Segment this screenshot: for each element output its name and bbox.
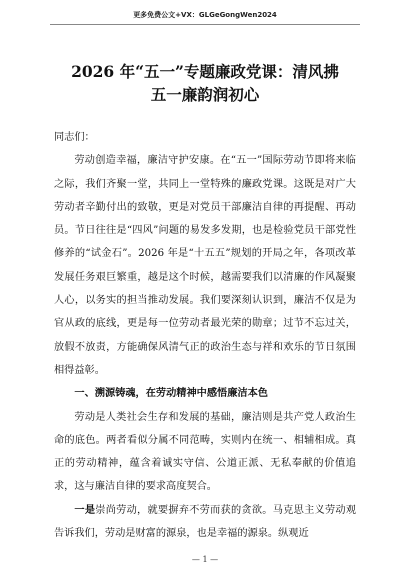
page-number: — 1 —	[191, 555, 219, 564]
title-line-1: 2026 年“五一”专题廉政党课：清风拂	[71, 62, 339, 81]
paragraph-intro: 劳动创造幸福，廉洁守护安康。在“五一”国际劳动节即将来临之际，我们齐聚一堂，共同上一堂特殊的廉政党课。这既是对广大劳动者辛勤付出的致敬，更是对党员干部廉洁自律的再提醒、再动员。节日往往是“四风”问题的易发多发期，也是检验党员干部党性修养的“试金石”。2026 年是“十五五”规划的开局之年，各项改革发展任务艰巨繁重，越是这个时候，越需要我们以清廉的作风凝聚人心，以务实的担当推动发展。我们要深刻认识到，廉洁不仅是为官从政的底线，更是每一位劳动者最光荣的勋章；过节不忘过关，放假不放责，方能确保风清气正的政治生态与祥和欢乐的节日氛围相得益彰。	[54, 155, 356, 376]
header-note: 更多免费公文+VX：GLGeGongWen2024	[133, 11, 277, 19]
point-lead: 一是	[74, 503, 96, 516]
paragraph-point-one	[54, 499, 356, 546]
point-one-text: 崇尚劳动，就要摒弃不劳而获的贪欲。马克思主义劳动观告诉我们，劳动是财富的源泉，也是幸福的源泉。纵观近	[54, 504, 357, 540]
section-heading-1: 一、溯源铸魂，在劳动精神中感悟廉洁本色	[74, 387, 268, 400]
document-title	[40, 60, 370, 106]
title-line-2: 五一廉韵润初心	[150, 85, 260, 104]
salutation: 同志们：	[54, 132, 95, 143]
document-body	[54, 126, 356, 545]
header-divider	[50, 24, 360, 25]
paragraph-labor-spirit: 劳动是人类社会生存和发展的基础，廉洁则是共产党人政治生命的底色。两者看似分属不同范畴，实则内在统一、相辅相成。真正的劳动精神，蕴含着诚实守信、公道正派、无私奉献的价值追求，这与廉洁自律的要求高度契合。	[54, 411, 356, 493]
